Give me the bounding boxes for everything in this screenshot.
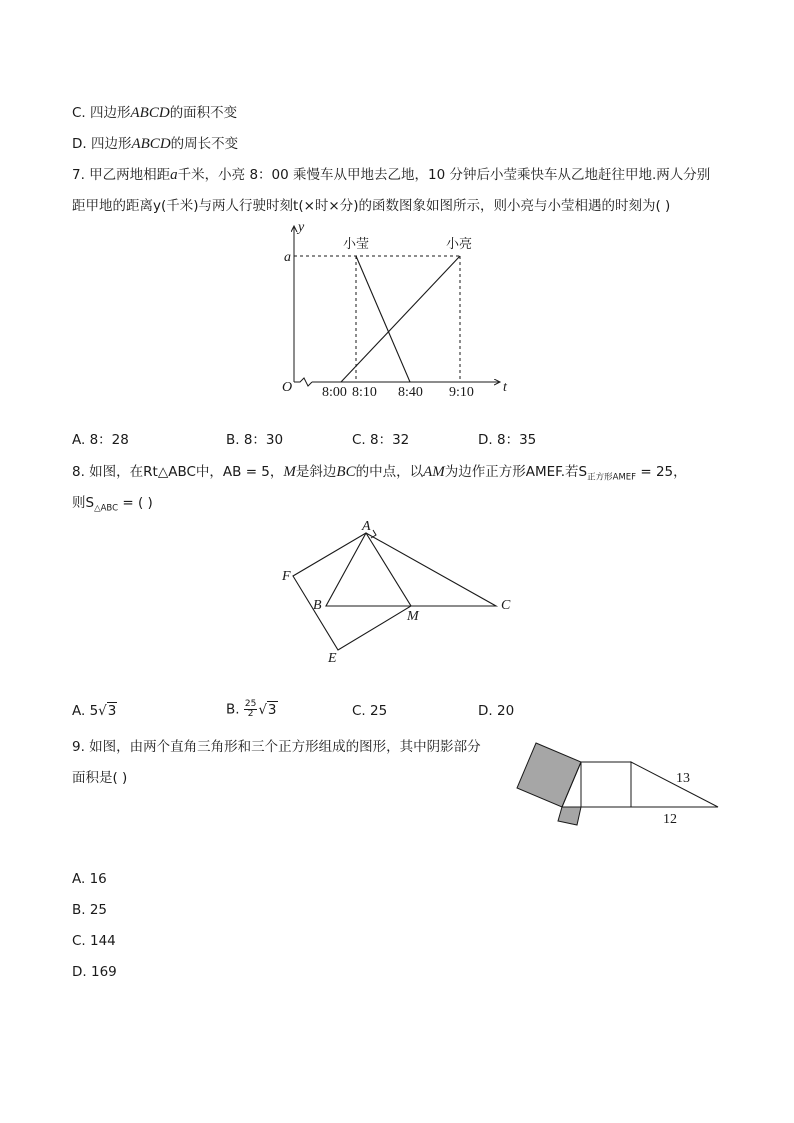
label-liang: 小亮 — [446, 237, 473, 252]
point-c: C — [501, 598, 511, 613]
leg-label: 12 — [663, 812, 677, 827]
tick-label: 8:10 — [352, 385, 377, 400]
point-a: A — [362, 519, 371, 534]
q8-option-a: A. 5√3 — [72, 703, 117, 719]
q9-option-a: A. 16 — [72, 871, 107, 887]
q8-stem-line2: 则$S_{\triangle ABC}$ = ( ) — [72, 495, 153, 514]
q7-stem-line1: 7. 甲乙两地相距a千米，小亮 8：00 乘慢车从甲地去乙地，10 分钟后小莹乘快车从乙地赶往甲地.两人分别 — [72, 167, 711, 183]
tick-label: 9:10 — [449, 385, 474, 400]
tick-label: 8:40 — [398, 385, 423, 400]
q8-stem-line1: 8. 如图，在Rt△ABC中，AB = 5，M是斜边BC的中点，以AM为边作正方形AMEF.若$S_{正方形AMEF} = 25$， — [72, 464, 687, 483]
q7-option-b: B. 8：30 — [226, 432, 284, 448]
tick-label: 8:00 — [322, 385, 347, 400]
q8-option-d: D. 20 — [478, 703, 515, 719]
x-axis-label: t — [503, 380, 507, 395]
label-ying: 小莹 — [343, 237, 370, 252]
q8-option-c: C. 25 — [352, 703, 388, 719]
point-e: E — [328, 651, 337, 666]
q9-option-d: D. 169 — [72, 964, 117, 980]
q7-stem-line2: 距甲地的距离y(千米)与两人行驶时刻t(×时×分)的函数图象如图所示，则小亮与小莹相遇的时刻为( ) — [72, 198, 671, 214]
q7-option-a: A. 8：28 — [72, 432, 129, 448]
q9-stem-line1: 9. 如图，由两个直角三角形和三个正方形组成的图形，其中阴影部分 — [72, 739, 481, 755]
point-f: F — [282, 569, 291, 584]
q7-option-d: D. 8：35 — [478, 432, 537, 448]
option-d-prev: D. 四边形ABCD的周长不变 — [72, 136, 239, 152]
y-axis-label: y — [298, 220, 305, 235]
origin-label: O — [282, 380, 293, 395]
point-m: M — [407, 609, 419, 624]
q9-option-b: B. 25 — [72, 902, 108, 918]
hyp-label: 13 — [676, 771, 690, 786]
a-label: a — [284, 250, 291, 265]
q9-stem-line2: 面积是( ) — [72, 770, 128, 786]
point-b: B — [313, 598, 322, 613]
option-c-prev: C. 四边形ABCD的面积不变 — [72, 105, 238, 121]
q7-option-c: C. 8：32 — [352, 432, 410, 448]
q9-option-c: C. 144 — [72, 933, 116, 949]
q8-option-b: B. $\frac{25}{2}$ √3 — [226, 699, 277, 719]
